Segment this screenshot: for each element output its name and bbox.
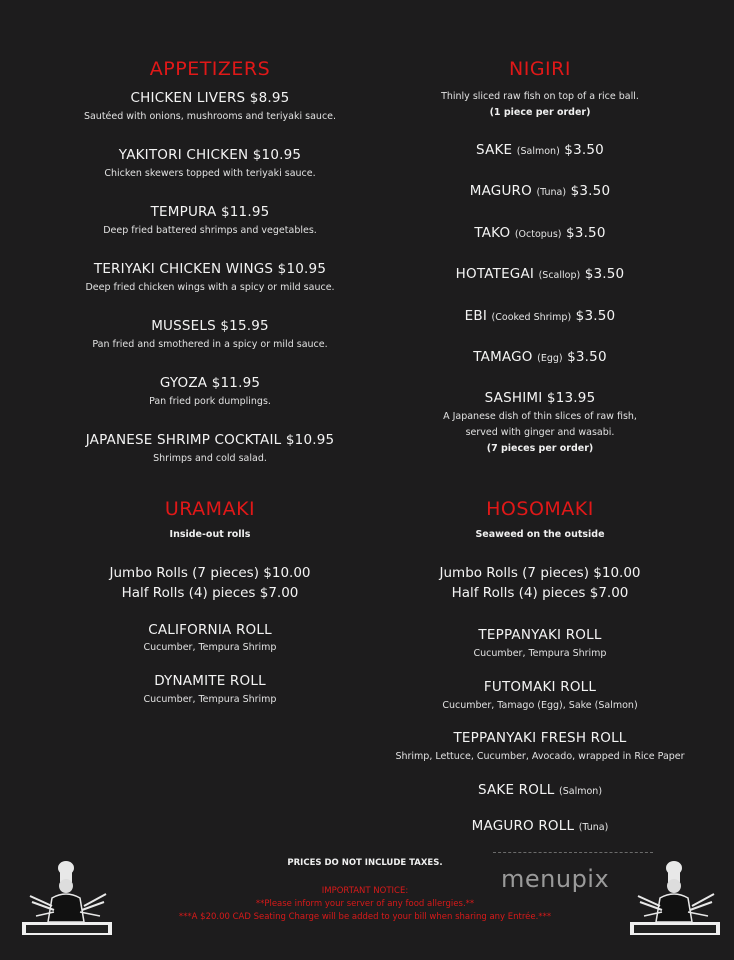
nigiri-price: $3.50 <box>565 225 606 241</box>
nigiri-translation: (Egg) <box>537 353 563 364</box>
seating-notice: ***A $20.00 CAD Seating Charge will be added to your bill when sharing any Entrée.*** <box>178 912 552 922</box>
section-subtitle: Seaweed on the outside <box>475 529 605 540</box>
combo-jumbo: Jumbo Rolls (7 pieces) $10.00 <box>109 565 311 581</box>
menu-item-desc: Cucumber, Tamago (Egg), Sake (Salmon) <box>442 700 638 711</box>
nigiri-name: MAGURO <box>469 183 532 199</box>
menu-item-name: TEPPANYAKI ROLL <box>478 627 602 643</box>
combo-half: Half Rolls (4) pieces $7.00 <box>121 585 299 601</box>
hosomaki-extra <box>385 818 695 834</box>
combo-half: Half Rolls (4) pieces $7.00 <box>451 585 629 601</box>
menu-item-desc: Chicken skewers topped with teriyaki sauce. <box>104 168 316 179</box>
menu-item-desc: Cucumber, Tempura Shrimp <box>473 648 607 659</box>
roll-translation: (Tuna) <box>578 822 609 833</box>
nigiri-name: EBI <box>464 308 488 324</box>
section-title-appetizers: APPETIZERS <box>149 58 271 80</box>
watermark-text: menupix <box>501 865 610 893</box>
nigiri-item <box>385 142 695 158</box>
menu-item-desc: Deep fried battered shrimps and vegetables. <box>103 225 317 236</box>
nigiri-price: $3.50 <box>570 183 611 199</box>
chef-logo-left <box>22 860 112 935</box>
roll-name: MAGURO ROLL <box>471 818 575 834</box>
nigiri-price: $3.50 <box>564 142 604 158</box>
nigiri-translation: (Cooked Shrimp) <box>491 312 572 323</box>
sashimi-name: SASHIMI $13.95 <box>484 390 596 406</box>
nigiri-name: HOTATEGAI <box>455 266 535 282</box>
nigiri-translation: (Tuna) <box>536 187 567 198</box>
nigiri-item <box>385 183 695 199</box>
section-title-uramaki: URAMAKI <box>164 498 256 520</box>
nigiri-name: TAMAGO <box>473 349 533 365</box>
menu-item-name: GYOZA $11.95 <box>159 375 261 391</box>
menu-item-desc: Deep fried chicken wings with a spicy or mild sauce. <box>85 282 335 293</box>
nigiri-price: $3.50 <box>584 266 625 282</box>
roll-translation: (Salmon) <box>559 786 603 797</box>
menu-item-name: CHICKEN LIVERS $8.95 <box>130 90 290 106</box>
sashimi-note: (7 pieces per order) <box>486 443 594 454</box>
nigiri-item <box>385 266 695 282</box>
menu-item-desc: Sautéed with onions, mushrooms and teriyaki sauce. <box>83 111 337 122</box>
menu-item-desc: Pan fried pork dumplings. <box>149 396 271 407</box>
menu-item-name: JAPANESE SHRIMP COCKTAIL $10.95 <box>85 432 335 448</box>
menu-item-name: TERIYAKI CHICKEN WINGS $10.95 <box>93 261 327 277</box>
menu-item-name: YAKITORI CHICKEN $10.95 <box>118 147 302 163</box>
section-title-nigiri: NIGIRI <box>509 58 571 80</box>
menu-item-desc: Cucumber, Tempura Shrimp <box>143 694 277 705</box>
nigiri-name: SAKE <box>476 142 513 158</box>
menu-item-desc: Pan fried and smothered in a spicy or mild sauce. <box>92 339 328 350</box>
menu-item-name: TEMPURA $11.95 <box>150 204 270 220</box>
nigiri-price: $3.50 <box>575 308 616 324</box>
roll-name: SAKE ROLL <box>477 782 555 798</box>
taxes-note: PRICES DO NOT INCLUDE TAXES. <box>287 858 443 868</box>
hosomaki-extra <box>385 782 695 798</box>
menu-item-desc: Shrimp, Lettuce, Cucumber, Avocado, wrapped in Rice Paper <box>395 751 685 762</box>
menu-item-desc: Cucumber, Tempura Shrimp <box>143 642 277 653</box>
allergy-notice: **Please inform your server of any food allergies.** <box>255 899 475 909</box>
menu-item-name: TEPPANYAKI FRESH ROLL <box>453 730 627 746</box>
menupix-watermark <box>493 852 653 908</box>
menu-item-name: DYNAMITE ROLL <box>154 673 266 689</box>
notice-title: IMPORTANT NOTICE: <box>321 886 409 896</box>
nigiri-translation: (Octopus) <box>514 229 562 240</box>
menu-item-name: FUTOMAKI ROLL <box>483 679 597 695</box>
nigiri-name: TAKO <box>474 225 511 241</box>
nigiri-item <box>385 349 695 365</box>
section-intro: Thinly sliced raw fish on top of a rice ball. <box>441 91 639 102</box>
section-subtitle: Inside-out rolls <box>169 529 251 540</box>
nigiri-item <box>385 308 695 324</box>
section-title-hosomaki: HOSOMAKI <box>486 498 594 520</box>
nigiri-item <box>385 225 695 241</box>
menu-item-desc: Shrimps and cold salad. <box>153 453 267 464</box>
section-intro-note: (1 piece per order) <box>489 107 591 118</box>
nigiri-price: $3.50 <box>567 349 607 365</box>
menu-item-name: CALIFORNIA ROLL <box>148 622 272 638</box>
sashimi-desc-1: A Japanese dish of thin slices of raw fish, <box>443 411 637 422</box>
combo-jumbo: Jumbo Rolls (7 pieces) $10.00 <box>439 565 641 581</box>
menu-item-name: MUSSELS $15.95 <box>151 318 269 334</box>
nigiri-translation: (Scallop) <box>538 270 581 281</box>
sashimi-desc-2: served with ginger and wasabi. <box>465 427 615 438</box>
nigiri-translation: (Salmon) <box>516 146 560 157</box>
